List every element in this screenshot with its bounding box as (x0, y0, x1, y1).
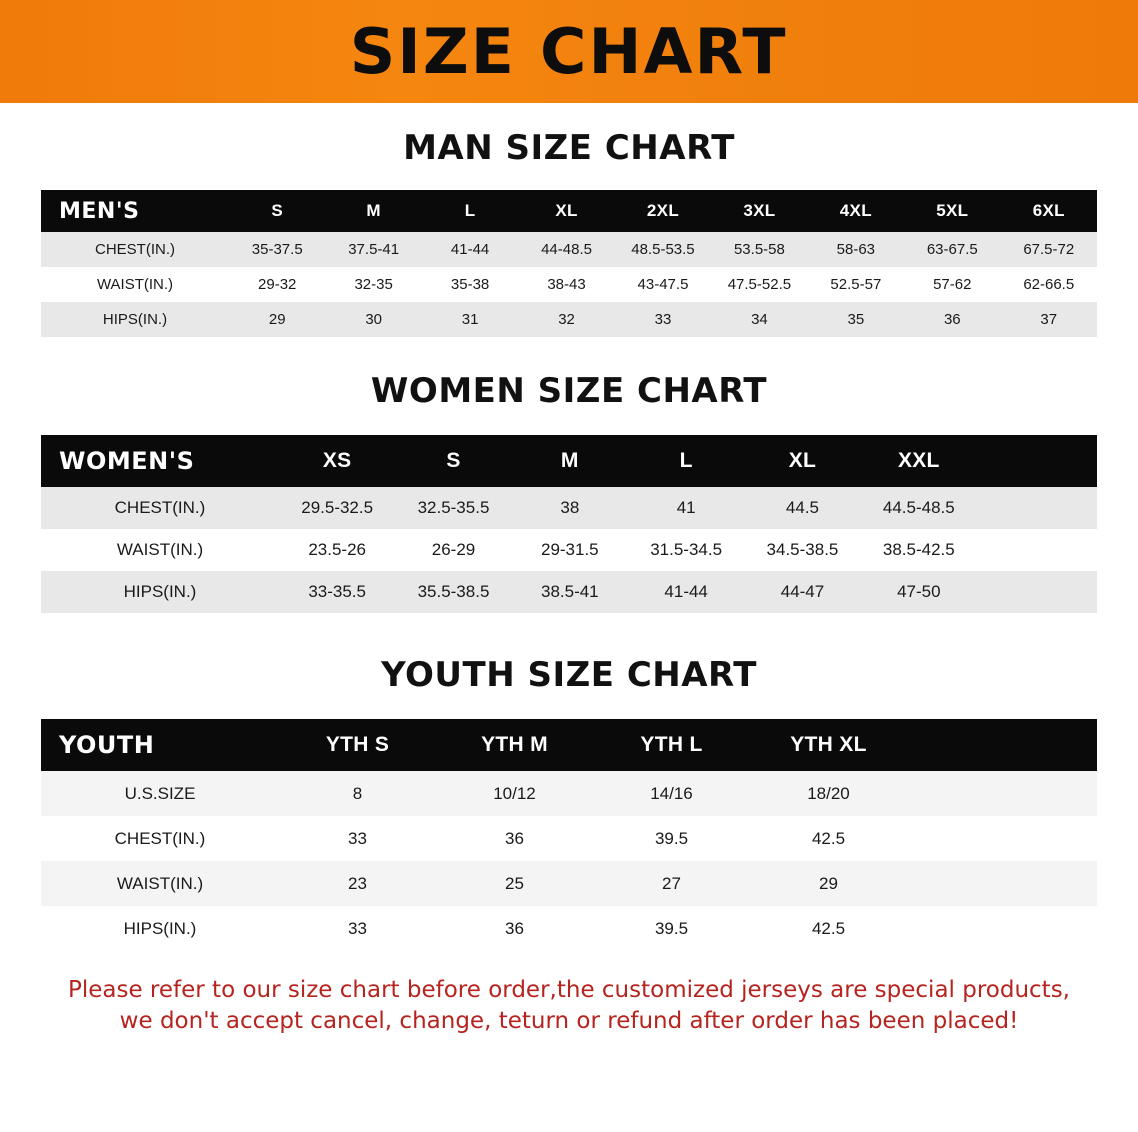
youth-col-2: YTH L (640, 733, 703, 756)
table-row (41, 529, 1097, 571)
men-col-2: L (464, 201, 476, 220)
youth-cell-3-2: 39.5 (654, 918, 689, 938)
youth-cell-1-1: 36 (505, 828, 524, 848)
men-corner-label: MEN'S (59, 198, 140, 224)
table-row (41, 816, 1097, 861)
table-row (41, 906, 1097, 951)
women-cell-1-2: 29-31.5 (540, 540, 599, 559)
women-cell-0-spacer (977, 487, 1097, 529)
men-row-1-label: WAIST(IN.) (96, 276, 174, 293)
men-col-7: 5XL (936, 201, 969, 220)
men-cell-2-4: 33 (654, 311, 672, 328)
women-cell-1-4: 34.5-38.5 (766, 540, 839, 559)
women-col-2: M (560, 449, 579, 472)
men-cell-2-7: 36 (943, 311, 961, 328)
men-cell-0-7: 63-67.5 (926, 241, 978, 258)
women-cell-1-0: 23.5-26 (308, 540, 366, 559)
youth-cell-0-0: 8 (352, 783, 363, 803)
men-cell-0-6: 58-63 (836, 241, 876, 258)
men-cell-2-8: 37 (1040, 311, 1058, 328)
women-row-1-label: WAIST(IN.) (116, 540, 204, 559)
men-cell-1-3: 38-43 (547, 276, 586, 293)
men-col-8: 6XL (1032, 201, 1065, 220)
youth-cell-1-spacer (907, 816, 1097, 861)
men-cell-2-0: 29 (268, 311, 286, 328)
youth-row-2-label: WAIST(IN.) (116, 873, 204, 893)
men-cell-0-8: 67.5-72 (1023, 241, 1075, 258)
youth-section-title: YOUTH SIZE CHART (381, 655, 757, 695)
table-row (41, 267, 1097, 302)
youth-cell-0-spacer (907, 771, 1097, 816)
men-row-0-label: CHEST(IN.) (95, 241, 175, 258)
women-cell-1-spacer (977, 529, 1097, 571)
youth-cell-2-0: 23 (348, 873, 367, 893)
women-corner-label: WOMEN'S (59, 447, 195, 475)
men-cell-1-2: 35-38 (450, 276, 490, 293)
men-cell-0-0: 35-37.5 (251, 241, 303, 258)
youth-cell-3-spacer (907, 906, 1097, 951)
women-col-4: XL (788, 449, 817, 472)
women-cell-2-spacer (977, 571, 1097, 613)
youth-cell-2-1: 25 (505, 873, 524, 893)
women-cell-2-4: 44-47 (780, 582, 825, 601)
women-cell-2-5: 47-50 (897, 582, 941, 601)
man-size-chart (41, 190, 1097, 337)
men-cell-0-3: 44-48.5 (541, 241, 592, 258)
men-cell-1-7: 57-62 (933, 276, 972, 293)
youth-cell-2-spacer (907, 861, 1097, 906)
women-cell-2-0: 33-35.5 (308, 582, 366, 601)
men-cell-2-5: 34 (751, 311, 768, 328)
youth-cell-2-3: 29 (819, 873, 838, 893)
men-cell-0-1: 37.5-41 (348, 241, 400, 258)
table-row (41, 861, 1097, 906)
men-cell-1-8: 62-66.5 (1023, 276, 1075, 293)
women-section-title: WOMEN SIZE CHART (370, 371, 768, 411)
disclaimer-line-2: we don't accept cancel, change, teturn or refund after order has been placed! (119, 1008, 1019, 1035)
youth-cell-3-3: 42.5 (811, 918, 846, 938)
women-col-spacer (977, 435, 1097, 487)
youth-cell-2-2: 27 (662, 873, 681, 893)
youth-row-1-label: CHEST(IN.) (114, 828, 206, 848)
men-cell-2-2: 31 (461, 311, 479, 328)
table-header-row (41, 435, 1097, 487)
women-col-3: L (679, 449, 693, 472)
women-cell-0-5: 44.5-48.5 (882, 498, 955, 517)
women-cell-2-3: 41-44 (664, 582, 708, 601)
men-col-5: 3XL (743, 201, 776, 220)
men-col-0: S (271, 201, 284, 220)
youth-size-chart (41, 719, 1097, 951)
youth-row-0-label: U.S.SIZE (124, 783, 196, 803)
youth-cell-1-0: 33 (348, 828, 367, 848)
women-cell-1-1: 26-29 (431, 540, 476, 559)
women-cell-0-3: 41 (676, 498, 696, 517)
men-col-4: 2XL (646, 201, 679, 220)
men-cell-1-1: 32-35 (354, 276, 393, 293)
women-cell-2-2: 38.5-41 (540, 582, 599, 601)
men-col-1: M (366, 201, 381, 220)
table-header-row (41, 190, 1097, 232)
youth-cell-0-3: 18/20 (807, 783, 850, 803)
men-cell-0-5: 53.5-58 (733, 241, 785, 258)
youth-cell-1-3: 42.5 (811, 828, 846, 848)
youth-cell-3-1: 36 (505, 918, 524, 938)
women-col-0: XS (322, 449, 352, 472)
men-cell-0-4: 48.5-53.5 (631, 241, 695, 258)
youth-col-3: YTH XL (790, 733, 867, 756)
women-col-5: XXL (897, 449, 940, 472)
women-row-0-label: CHEST(IN.) (114, 498, 206, 517)
youth-corner-label: YOUTH (59, 731, 155, 759)
youth-col-1: YTH M (481, 733, 548, 756)
women-cell-0-2: 38 (560, 498, 580, 517)
table-row (41, 771, 1097, 816)
table-header-row (41, 719, 1097, 771)
youth-col-spacer (907, 719, 1097, 771)
women-cell-2-1: 35.5-38.5 (417, 582, 490, 601)
women-cell-0-1: 32.5-35.5 (417, 498, 490, 517)
men-cell-0-2: 41-44 (450, 241, 490, 258)
men-col-3: XL (555, 201, 578, 220)
men-cell-2-1: 30 (365, 311, 382, 328)
men-cell-1-6: 52.5-57 (830, 276, 882, 293)
men-cell-2-6: 35 (847, 311, 865, 328)
women-col-1: S (446, 449, 461, 472)
youth-row-3-label: HIPS(IN.) (123, 918, 197, 938)
disclaimer-line-1: Please refer to our size chart before order,the customized jerseys are special products, (67, 977, 1070, 1003)
youth-cell-0-2: 14/16 (650, 783, 693, 803)
table-row (41, 571, 1097, 613)
youth-cell-3-0: 33 (348, 918, 367, 938)
women-cell-0-4: 44.5 (785, 498, 820, 517)
table-row (41, 302, 1097, 337)
women-size-chart (41, 435, 1097, 613)
women-cell-1-5: 38.5-42.5 (882, 540, 955, 559)
youth-cell-1-2: 39.5 (654, 828, 689, 848)
men-cell-1-4: 43-47.5 (637, 276, 689, 293)
men-cell-2-3: 32 (558, 311, 575, 328)
man-section-title: MAN SIZE CHART (403, 128, 735, 168)
women-row-2-label: HIPS(IN.) (123, 582, 197, 601)
men-col-6: 4XL (839, 201, 872, 220)
men-row-2-label: HIPS(IN.) (102, 311, 168, 328)
disclaimer-note (39, 975, 1099, 1037)
page-banner (0, 0, 1138, 103)
men-cell-1-5: 47.5-52.5 (727, 276, 792, 293)
youth-cell-0-1: 10/12 (493, 783, 536, 803)
men-cell-1-0: 29-32 (258, 276, 297, 293)
table-row (41, 232, 1097, 267)
youth-col-0: YTH S (325, 733, 390, 756)
women-cell-0-0: 29.5-32.5 (301, 498, 374, 517)
table-row (41, 487, 1097, 529)
page-title: SIZE CHART (350, 14, 788, 88)
women-cell-1-3: 31.5-34.5 (650, 540, 723, 559)
